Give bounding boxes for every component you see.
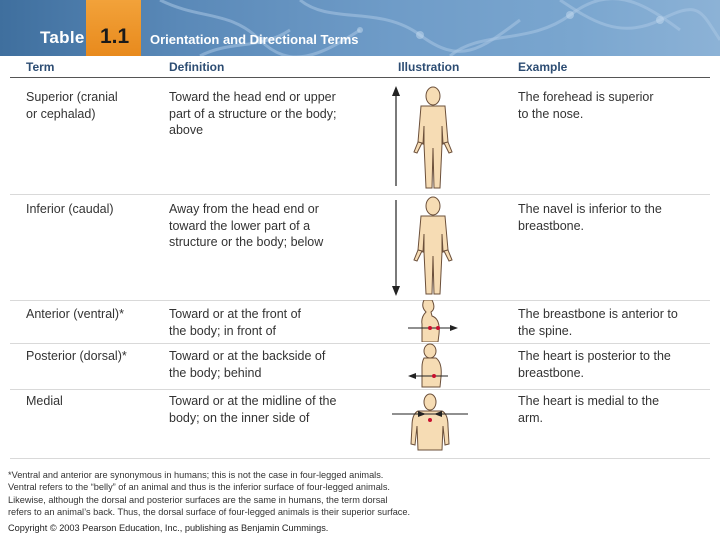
definition-line: the body; behind (169, 365, 262, 380)
example-line: The navel is inferior to the (518, 202, 662, 216)
row-superior-term (26, 89, 161, 122)
definition-line: part of a structure or the body; (169, 106, 337, 121)
profile-torso-backward-arrow-icon (398, 343, 468, 388)
footnote-line: Likewise, although the dorsal and posterior surfaces are the same in humans, the term dorsal (8, 494, 388, 505)
row-posterior-term (26, 348, 161, 365)
row-superior-example (518, 89, 703, 122)
row-divider (10, 194, 710, 195)
row-inferior-definition (169, 201, 379, 251)
table-number: 1.1 (100, 25, 130, 48)
row-posterior-example (518, 348, 703, 381)
definition-line: structure or the body; below (169, 235, 324, 249)
row-inferior-example (518, 201, 703, 234)
table-label: Table (40, 28, 85, 47)
definition-line: toward the lower part of a (169, 218, 311, 233)
profile-torso-forward-arrow-icon (398, 300, 468, 342)
example-line: the spine. (518, 323, 573, 338)
column-header-definition: Definition (169, 60, 225, 74)
copyright-notice: Copyright © 2003 Pearson Education, Inc., publishing as Benjamin Cummings. (8, 523, 329, 533)
example-line: arm. (518, 410, 543, 425)
row-divider (10, 343, 710, 344)
footnote-line: Ventral refers to the “belly” of an animal and thus is the inferior surface of four-legged animals. (8, 482, 390, 493)
footnote-line: *Ventral and anterior are synonymous in humans; this is not the case in four-legged animals. (8, 470, 384, 480)
definition-line: Toward or at the front of (169, 307, 302, 321)
example-line: to the nose. (518, 106, 584, 121)
table-title: Orientation and Directional Terms (150, 32, 359, 47)
row-posterior-definition (169, 348, 379, 381)
row-divider (10, 389, 710, 390)
definition-line: Toward or at the midline of the (169, 394, 337, 408)
row-medial-definition (169, 393, 379, 426)
standing-figure-down-arrow-icon (388, 194, 478, 298)
definition-line: above (169, 123, 204, 137)
row-anterior-example (518, 306, 703, 339)
term-line: Medial (26, 394, 63, 408)
footnote-line: refers to an animal’s back. Thus, the dorsal surface of four-legged animals is their superior surface. (8, 507, 411, 518)
row-divider (10, 300, 710, 301)
row-medial-term (26, 393, 161, 410)
definition-line: Toward or at the backside of (169, 349, 326, 363)
row-medial-example (518, 393, 703, 426)
column-header-term: Term (26, 60, 55, 74)
definition-line: the body; in front of (169, 323, 277, 338)
table-banner (0, 0, 720, 56)
row-anterior-term (26, 306, 161, 323)
example-line: breastbone. (518, 218, 585, 233)
example-line: The heart is posterior to the (518, 349, 671, 363)
table-footnote (8, 469, 713, 519)
row-anterior-definition (169, 306, 379, 339)
term-line: Superior (cranial (26, 90, 118, 104)
example-line: The heart is medial to the (518, 394, 660, 408)
front-torso-medial-arrows-icon (388, 392, 472, 452)
example-line: The forehead is superior (518, 90, 654, 104)
column-header-illustration: Illustration (398, 60, 460, 74)
term-line: Anterior (ventral)* (26, 307, 124, 321)
row-inferior-term (26, 201, 161, 218)
definition-line: Away from the head end or (169, 202, 319, 216)
term-line: Posterior (dorsal)* (26, 349, 127, 363)
standing-figure-up-arrow-icon (388, 82, 478, 194)
definition-line: body; on the inner side of (169, 410, 310, 425)
example-line: breastbone. (518, 365, 585, 380)
example-line: The breastbone is anterior to (518, 307, 678, 321)
row-divider (10, 458, 710, 459)
column-header-example: Example (518, 60, 568, 74)
header-rule (10, 77, 710, 78)
term-line: or cephalad) (26, 106, 96, 121)
term-line: Inferior (caudal) (26, 202, 114, 216)
row-superior-definition (169, 89, 379, 139)
definition-line: Toward the head end or upper (169, 90, 336, 104)
